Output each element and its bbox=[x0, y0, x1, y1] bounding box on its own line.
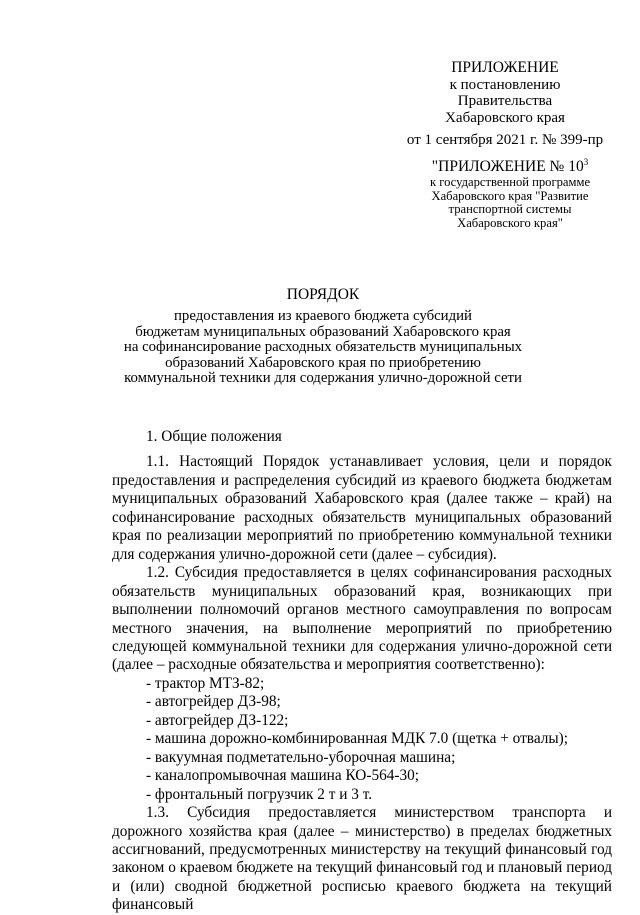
paragraph-1-2: 1.2. Субсидия предоставляется в целях софинансирования расходных обязательств муниципальных образований края, возникающих при выполнении полномочий органов местного самоуправления по вопросам местного значения, на выполнение мероприятий по приобретению следующей коммунальной техники для содержания улично-дорожной сети (далее – расходные обязательства и мероприятия соответственно): bbox=[112, 564, 612, 674]
paragraph-1-3: 1.3. Субсидия предоставляется министерством транспорта и дорожного хозяйства края (далее – министерство) в пределах бюджетных ассигнований, предусмотренных министерству на текущий финансовый год законом о краевом бюджете на текущий финансовый год и плановый период и (или) сводной бюджетной росписью краевого бюджета на текущий финансовый bbox=[112, 804, 612, 914]
list-item: - машина дорожно-комбинированная МДК 7.0 (щетка + отвалы); bbox=[146, 730, 569, 748]
appendix-line: Правительства bbox=[457, 93, 553, 109]
appendix-date: от 1 сентября 2021 г. № 399-пр bbox=[406, 132, 604, 148]
subtitle-line: бюджетам муниципальных образований Хабаровского края bbox=[135, 323, 511, 340]
subtitle-line: образований Хабаровского края по приобретению bbox=[165, 354, 481, 371]
section-heading: 1. Общие положения bbox=[146, 428, 282, 445]
paragraph-1-1: 1.1. Настоящий Порядок устанавливает условия, цели и порядок предоставления и распределения субсидий из краевого бюджета бюджетам муниципальных образований Хабаровского края (далее также – край) на софинансирование расходных обязательств муниципальных образований края по реализации мероприятий по приобретению коммунальной техники для содержания улично-дорожной сети (далее – субсидия). bbox=[112, 453, 612, 563]
list-item: - автогрейдер ДЗ-98; bbox=[146, 693, 281, 711]
appendix-line: Хабаровского края bbox=[445, 109, 565, 126]
appendix-number-superscript: 3 bbox=[583, 157, 589, 167]
subtitle-line: на софинансирование расходных обязательств муниципальных bbox=[123, 339, 523, 356]
list-item: - фронтальный погрузчик 2 т и 3 т. bbox=[146, 785, 373, 803]
list-item: - трактор МТЗ-82; bbox=[146, 674, 265, 692]
program-appendix-line: Хабаровского края "Развитие bbox=[431, 188, 589, 203]
program-appendix-line: транспортной системы bbox=[448, 202, 572, 216]
subtitle-line: коммунальной техники для содержания улично-дорожной сети bbox=[124, 370, 522, 387]
program-appendix-block bbox=[400, 158, 620, 230]
document-title: ПОРЯДОК bbox=[286, 286, 360, 303]
list-item: - автогрейдер ДЗ-122; bbox=[146, 711, 289, 729]
document-subtitle bbox=[118, 309, 528, 387]
subtitle-line: предоставления из краевого бюджета субсидий bbox=[174, 308, 472, 324]
appendix-title: ПРИЛОЖЕНИЕ bbox=[451, 59, 559, 76]
program-appendix-line: к государственной программе bbox=[429, 175, 591, 189]
list-item: - каналопромывочная машина КО-564-30; bbox=[146, 767, 420, 785]
list-item: - вакуумная подметательно-уборочная машина; bbox=[146, 748, 456, 766]
program-appendix-line: Хабаровского края" bbox=[457, 215, 563, 230]
appendix-block bbox=[390, 60, 620, 149]
appendix-line: к постановлению bbox=[449, 76, 561, 93]
document-body bbox=[112, 428, 612, 915]
program-appendix-title: "ПРИЛОЖЕНИЕ № $10^3$ bbox=[431, 157, 589, 175]
